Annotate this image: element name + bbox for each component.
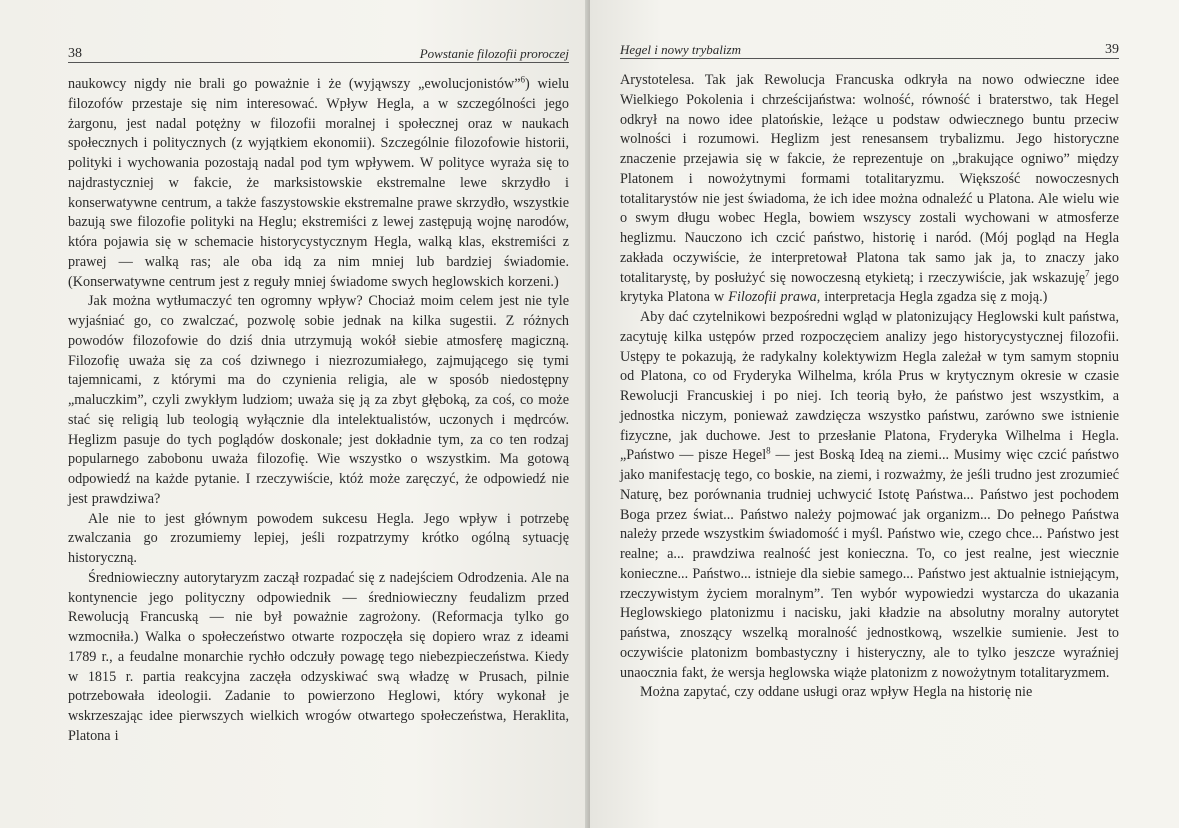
paragraph xyxy=(68,292,569,509)
paragraph-text: Aby dać czytelnikowi bezpośredni wgląd w platonizujący Heglowski kult państwa, zacytuję kilka ustępów przed rozpoczęciem analizy jego historycystycznej filozofii. Ustępy te pokazują, że radykalny kolektywizm Hegla zależał w tym samym stopniu od Platona, co od Fryderyka Wilhelma, króla Prus w krytycznym okresie w czasie Rewolucji Francuskiej i po niej. Ich teorią było, że państwo jest wszystkim, a jednostka niczym, ponieważ zawdzięcza wszystko państwu, zarówno swe istnienie fizyczne, jak duchowe. Jest to przesłanie Platona, Fryderyka Wilhelma i Hegla. „Państwo — pisze Hegel xyxy=(620,309,1119,464)
paragraph-text: — jest Boską Ideą na ziemi... Musimy więc czcić państwo jako manifestację tego, co boskie, na ziemi, i rozważmy, że jeśli trudno jest zrozumieć Naturę, bez porównania trudniej uchwycić Istotę Państwa... Państwo jest pochodem Boga przez świat... Państwo należy pojmować jak organizm... Do pełnego Państwa należy przede wszystkim świadomość i myśl. Państwo wie, czego chce... Państwo jest realne; a... prawdziwa realność jest konieczna. To, co jest realne, jest wiecznie konieczne... Państwo... istnieje dla siebie samego... Państwo jest aktualnie istniejącym, rzeczywistym życiem moralnym”. Ten wybór wypowiedzi wystarcza do ukazania Heglowskiego platonizmu i nacisku, jaki kładzie na absolutny moralny autorytet państwa, znoszący wszelką moralność jednostkową, wszelkie sumienie. Jest to oczywiście platonizm bombastyczny i histeryczny, ale to tylko jeszcze wyraźniej unaocznia fakt, że wersja heglowska wiąże platonizm z nowożytnym totalitaryzmem. xyxy=(620,447,1119,681)
right-page-header xyxy=(620,36,1119,59)
left-page xyxy=(0,0,589,828)
paragraph xyxy=(620,308,1119,683)
paragraph-text: Arystotelesa. Tak jak Rewolucja Francuska odkryła na nowo odwieczne idee Wielkiego Pokolenia i chrześcijaństwa: wolność, równość i braterstwo, tak Hegel odkrył na nowo idee platońskie, leżące u podstaw odwiecznego buntu przeciw wolności i rozumowi. Heglizm jest renesansem trybalizmu. Jego historyczne znaczenie przejawia się w fakcie, że reprezentuje on „brakujące ogniwo” między Platonem i nowożytnymi formami totalitaryzmu. Większość nowoczesnych totalitarystów nie jest świadoma, że ich idee można odnaleźć u Platona. Ale wielu wie o swym długu wobec Hegla, bowiem wszyscy zostali wychowani w atmosferze heglizmu. Nauczono ich czcić państwo, historię i naród. (Mój pogląd na Hegla zakłada oczywiście, że interpretował Platona tak samo jak ja, to znaczy jako totalitarystę, by posłużyć się nowoczesną etykietą; i rzeczywiście, jak wskazuję xyxy=(620,72,1119,286)
paragraph xyxy=(620,71,1119,308)
paragraph-text: Średniowieczny autorytaryzm zaczął rozpadać się z nadejściem Odrodzenia. Ale na kontynencie jego polityczny odpowiednik — średniowieczny feudalizm przed Rewolucją Francuską — nie był poważnie zagrożony. (Reformacja tylko go wzmocniła.) Walka o społeczeństwo otwarte rozpoczęła się dopiero wraz z ideami 1789 r., a feudalne monarchie rychło odczuły powagę tego niebezpieczeństwa. Kiedy w 1815 r. partia reakcyjna zaczęła odzyskiwać swą władzę w Prusach, pilnie potrzebowała ideologii. Zadanie to powierzono Heglowi, który wykonał je wskrzeszając idee pierwszych wielkich wrogów otwartego społeczeństwa, Heraklita, Platona i xyxy=(68,569,569,744)
right-page-body xyxy=(620,71,1119,703)
paragraph-text: ) wielu filozofów przestaje się nim interesować. Wpływ Hegla, a w szczególności jego żargonu, jest nadal potężny w filozofii moralnej i społecznej oraz w naukach społecznych i politycznych (z wyjątkiem ekonomii). Szczególnie filozofowie historii, polityki i wychowania pozostają nadal pod tym wpływem. W polityce wyraża się to najdrastyczniej w fakcie, że marksistowskie ekstremalne lewe skrzydło i konserwatywne centrum, a także faszystowskie ekstremalne prawe skrzydło, wszystkie bazują swe filozofie polityki na Heglu; ekstremiści z lewej zastępują wojnę narodów, która pojawia się w schemacie historycystycznym Hegla, walką klas, ekstremiści z prawej — walką ras; ale oba idą za nim mniej lub bardziej świadomie. (Konserwatywne centrum jest z reguły mniej świadome swych heglowskich korzeni.) xyxy=(68,76,569,290)
footnote-marker: 6 xyxy=(520,74,526,85)
paragraph-text: , interpretacja Hegla zgadza się z moją.) xyxy=(816,289,1048,306)
paragraph-text: Ale nie to jest głównym powodem sukcesu Hegla. Jego wpływ i potrzebę zwalczania go zrozumiemy lepiej, jeśli rozpatrzymy krótko ogólną sytuację historyczną. xyxy=(68,510,569,566)
left-running-title: Powstanie filozofii proroczej xyxy=(419,46,569,61)
paragraph-text: Można zapytać, czy oddane usługi oraz wpływ Hegla na historię nie xyxy=(640,684,1033,701)
paragraph-text: naukowcy nigdy nie brali go poważnie i że (wyjąwszy „ewolucjonistów” xyxy=(68,76,521,92)
left-page-header xyxy=(68,40,569,63)
right-page-number: 39 xyxy=(1105,42,1119,57)
right-page xyxy=(590,0,1179,828)
italic-title: Filozofii prawa xyxy=(728,289,817,306)
footnote-marker: 7 xyxy=(1085,267,1090,278)
left-page-body xyxy=(68,75,569,747)
paragraph xyxy=(68,510,569,569)
left-page-number: 38 xyxy=(68,46,82,61)
paragraph-text: Jak można wytłumaczyć ten ogromny wpływ? Chociaż moim celem jest nie tyle wyjaśniać go, co zwalczać, pozwolę sobie jednak na kilka sugestii. Z różnych powodów filozofowie do dziś dnia utrzymują wokół siebie atmosferę magiczną. Filozofię uważa się za coś dziwnego i niezrozumiałego, zajmującego się tymi tajemnicami, z którymi ma do czynienia religia, ale w sposób niedostępny „maluczkim”, czyli zwykłym ludziom; uważa się ją za zbyt głęboką, za coś, co może stać się religią lub teologią wyłącznie dla intelektualistów, uczonych i mędrców. Heglizm pasuje do tych poglądów doskonale; jest dokładnie tym, za co ten rodzaj popularnego zabobonu uważa filozofię. Wie wszystko o wszystkim. Ma gotową odpowiedź na każde pytanie. I rzeczywiście, któż może zaręczyć, że odpowiedź nie jest prawdziwa? xyxy=(68,293,569,507)
footnote-marker: 8 xyxy=(766,445,771,456)
paragraph xyxy=(620,683,1119,703)
paragraph-text: jego krytyka Platona w xyxy=(620,269,1119,306)
right-running-title: Hegel i nowy trybalizm xyxy=(620,42,741,57)
paragraph xyxy=(68,75,569,292)
paragraph xyxy=(68,569,569,747)
